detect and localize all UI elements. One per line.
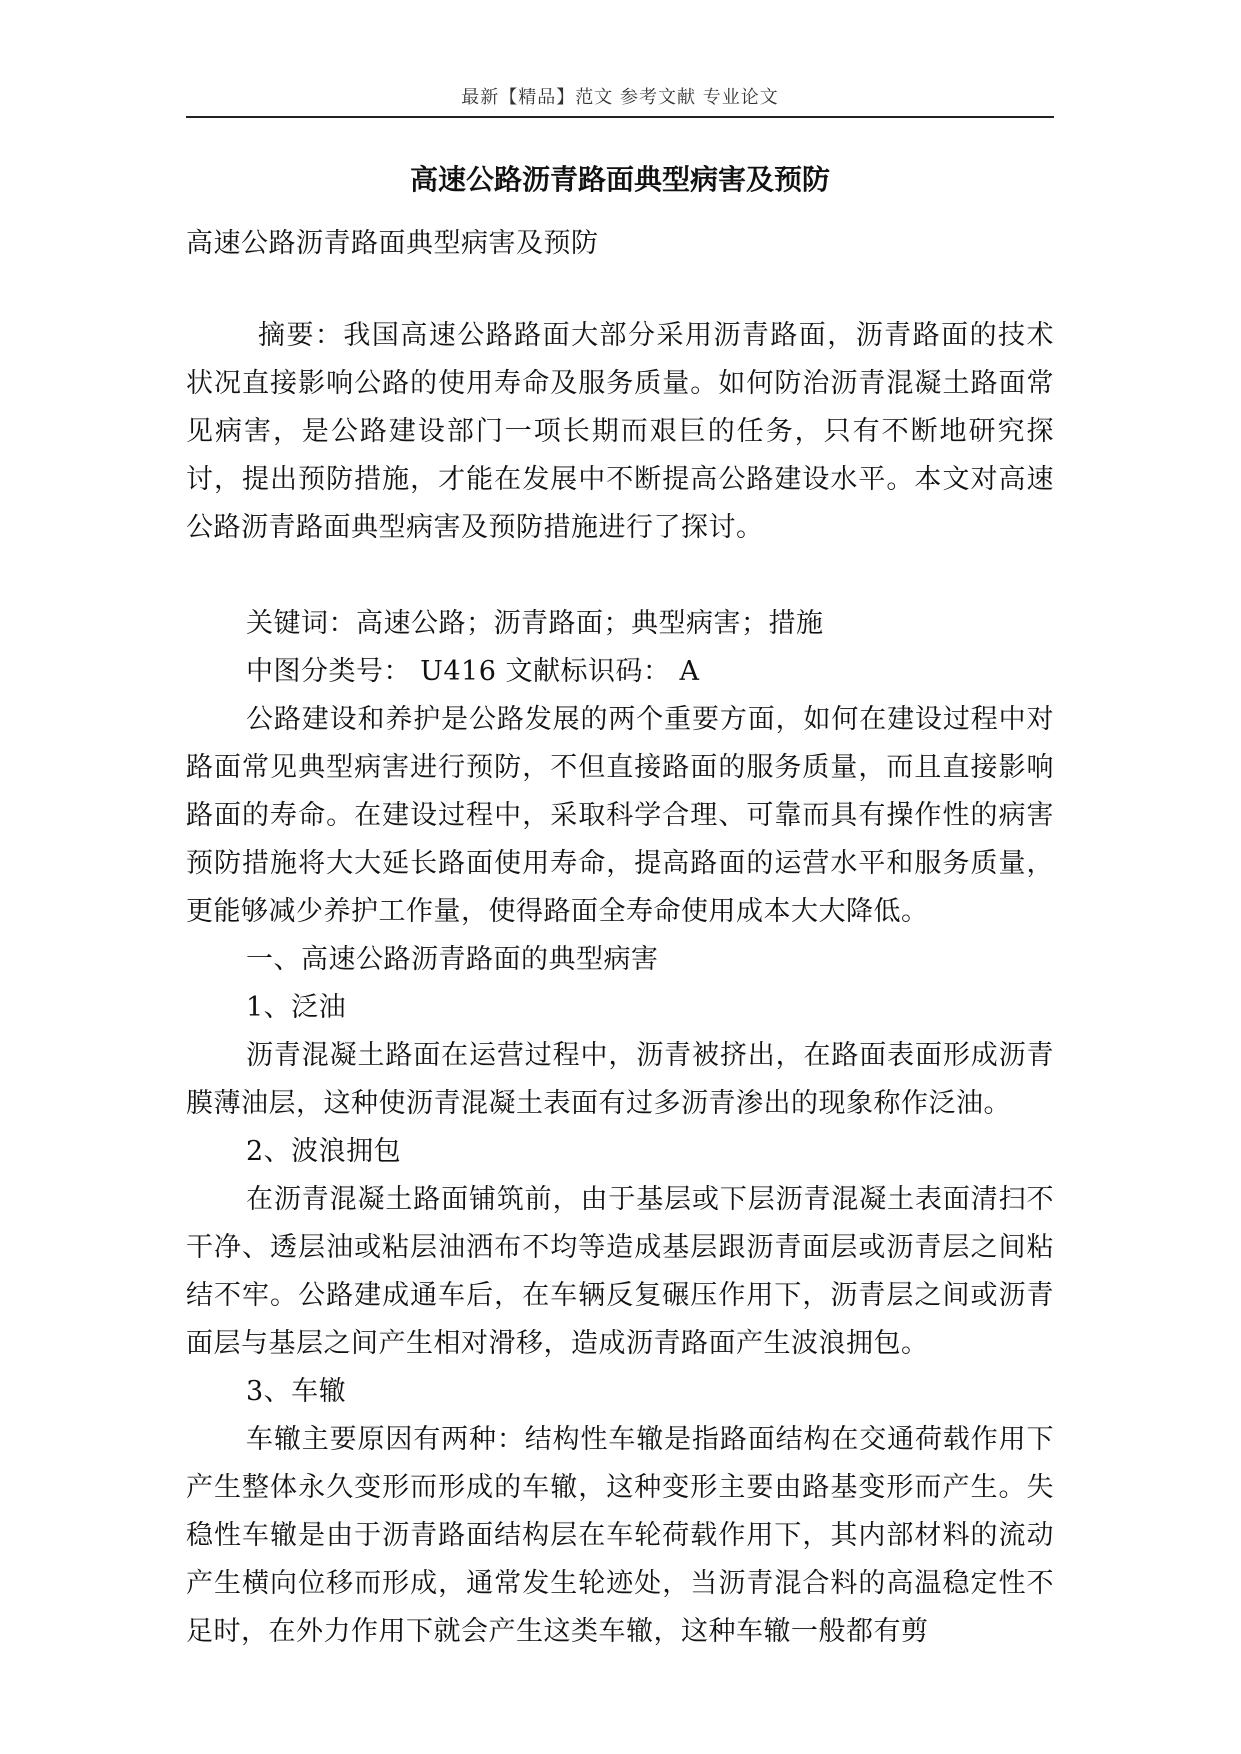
header-rule [186,116,1054,118]
document-body [186,220,1054,1656]
subsection-heading: 1、泛油 [246,992,347,1023]
abstract-paragraph: 摘要：我国高速公路路面大部分采用沥青路面，沥青路面的技术状况直接影响公路的使用寿命及服务质量。如何防治沥青混凝土路面常见病害，是公路建设部门一项长期而艰巨的任务，只有不断地研究探讨，提出预防措施，才能在发展中不断提高公路建设水平。本文对高速公路沥青路面典型病害及预防措施进行了探讨。 [186,320,1054,543]
subsection-heading: 2、波浪拥包 [246,1136,402,1167]
document-title: 高速公路沥青路面典型病害及预防 [409,163,830,196]
body-paragraph: 沥青混凝土路面在运营过程中，沥青被挤出，在路面表面形成沥青膜薄油层，这种使沥青混凝土表面有过多沥青渗出的现象称作泛油。 [186,1040,1054,1119]
paragraph-spacer [186,552,1054,600]
section-heading: 一、高速公路沥青路面的典型病害 [246,944,659,975]
subtitle-paragraph: 高速公路沥青路面典型病害及预防 [186,228,599,259]
running-header: 最新【精品】范文 参考文献 专业论文 [461,87,779,108]
body-paragraph: 车辙主要原因有两种：结构性车辙是指路面结构在交通荷载作用下产生整体永久变形而形成的车辙，这种变形主要由路基变形而产生。失稳性车辙是由于沥青路面结构层在车轮荷载作用下，其内部材料的流动产生横向位移而形成，通常发生轮迹处，当沥青混合料的高温稳定性不足时，在外力作用下就会产生这类车辙，这种车辙一般都有剪 [186,1424,1054,1647]
subsection-heading: 3、车辙 [246,1376,347,1407]
classification-paragraph: 中图分类号： U416 文献标识码： A [246,656,700,687]
keywords-paragraph: 关键词：高速公路；沥青路面；典型病害；措施 [246,608,824,639]
body-paragraph: 在沥青混凝土路面铺筑前，由于基层或下层沥青混凝土表面清扫不干净、透层油或粘层油洒布不均等造成基层跟沥青面层或沥青层之间粘结不牢。公路建成通车后，在车辆反复碾压作用下，沥青层之间或沥青面层与基层之间产生相对滑移，造成沥青路面产生波浪拥包。 [186,1184,1054,1359]
intro-paragraph: 公路建设和养护是公路发展的两个重要方面，如何在建设过程中对路面常见典型病害进行预防，不但直接路面的服务质量，而且直接影响路面的寿命。在建设过程中，采取科学合理、可靠而具有操作性的病害预防措施将大大延长路面使用寿命，提高路面的运营水平和服务质量，更能够减少养护工作量，使得路面全寿命使用成本大大降低。 [186,704,1054,927]
